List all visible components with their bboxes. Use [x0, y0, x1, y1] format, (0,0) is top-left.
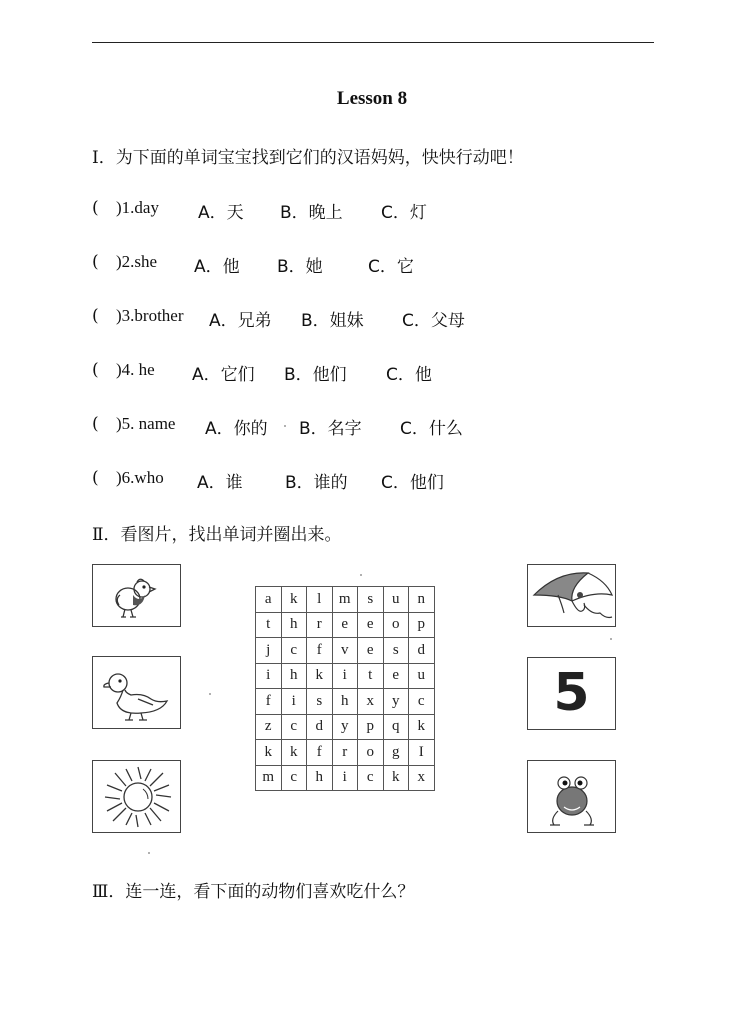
- grid-cell[interactable]: d: [409, 638, 435, 664]
- grid-cell[interactable]: i: [332, 765, 358, 791]
- answer-paren[interactable]: (: [92, 198, 99, 218]
- question-word: )5. name: [116, 414, 176, 433]
- grid-cell[interactable]: q: [383, 714, 409, 740]
- grid-cell[interactable]: r: [332, 740, 358, 766]
- grid-cell[interactable]: y: [383, 689, 409, 715]
- grid-cell[interactable]: e: [332, 612, 358, 638]
- grid-cell[interactable]: r: [307, 612, 333, 638]
- grid-cell[interactable]: e: [383, 663, 409, 689]
- grid-cell[interactable]: I: [409, 740, 435, 766]
- option-a[interactable]: A．兄弟: [209, 311, 272, 331]
- question-row: [92, 414, 612, 438]
- grid-cell[interactable]: v: [332, 638, 358, 664]
- grid-row: [256, 714, 435, 740]
- question-row: [92, 468, 612, 492]
- question-word: )4. he: [116, 360, 155, 379]
- grid-cell[interactable]: k: [409, 714, 435, 740]
- sun-picture: [92, 760, 181, 833]
- option-a[interactable]: A．它们: [192, 365, 255, 385]
- option-c[interactable]: C．父母: [402, 311, 465, 331]
- word-search-grid: [255, 586, 435, 791]
- option-c[interactable]: C．什么: [400, 419, 463, 439]
- grid-cell[interactable]: c: [409, 689, 435, 715]
- grid-cell[interactable]: s: [383, 638, 409, 664]
- grid-row: [256, 587, 435, 613]
- grid-cell[interactable]: y: [332, 714, 358, 740]
- question-word: )3.brother: [116, 306, 184, 325]
- grid-cell[interactable]: h: [307, 765, 333, 791]
- grid-cell[interactable]: t: [358, 663, 384, 689]
- section3-heading: Ⅲ．连一连，看下面的动物们喜欢吃什么？: [92, 882, 415, 902]
- question-word: )2.she: [116, 252, 158, 271]
- answer-paren[interactable]: (: [92, 252, 99, 272]
- grid-cell[interactable]: k: [307, 663, 333, 689]
- option-a[interactable]: A．谁: [197, 473, 243, 493]
- answer-paren[interactable]: (: [92, 306, 99, 326]
- option-a[interactable]: A．你的: [205, 419, 268, 439]
- grid-cell[interactable]: h: [281, 612, 307, 638]
- grid-cell[interactable]: n: [409, 587, 435, 613]
- grid-cell[interactable]: x: [409, 765, 435, 791]
- grid-row: [256, 663, 435, 689]
- grid-row: [256, 740, 435, 766]
- grid-cell[interactable]: i: [281, 689, 307, 715]
- sun-icon: [93, 761, 180, 832]
- option-b[interactable]: B．晚上: [280, 203, 343, 223]
- grid-cell[interactable]: k: [281, 587, 307, 613]
- grid-cell[interactable]: h: [281, 663, 307, 689]
- answer-paren[interactable]: (: [92, 360, 99, 380]
- question-row: [92, 360, 612, 384]
- grid-cell[interactable]: f: [307, 740, 333, 766]
- grid-cell[interactable]: i: [256, 663, 282, 689]
- grid-cell[interactable]: c: [281, 765, 307, 791]
- grid-cell[interactable]: t: [256, 612, 282, 638]
- grid-cell[interactable]: l: [307, 587, 333, 613]
- grid-cell[interactable]: s: [358, 587, 384, 613]
- grid-cell[interactable]: d: [307, 714, 333, 740]
- question-row: [92, 306, 612, 330]
- grid-cell[interactable]: j: [256, 638, 282, 664]
- grid-cell[interactable]: p: [409, 612, 435, 638]
- scan-speck: [610, 638, 612, 640]
- grid-cell[interactable]: s: [307, 689, 333, 715]
- question-word: )6.who: [116, 468, 164, 487]
- scan-speck: [360, 574, 362, 576]
- grid-cell[interactable]: k: [383, 765, 409, 791]
- option-c[interactable]: C．它: [368, 257, 414, 277]
- section2-heading: Ⅱ．看图片，找出单词并圈出来。: [92, 525, 342, 545]
- option-a[interactable]: A．他: [194, 257, 240, 277]
- option-b[interactable]: B．名字: [299, 419, 362, 439]
- scan-speck: [148, 852, 150, 854]
- grid-cell[interactable]: e: [358, 612, 384, 638]
- option-b[interactable]: B．他们: [284, 365, 347, 385]
- grid-cell[interactable]: k: [256, 740, 282, 766]
- scan-speck: [284, 425, 286, 427]
- kite-icon: [528, 565, 615, 626]
- five-picture: [527, 657, 616, 730]
- lesson-title: Lesson 8: [336, 88, 408, 109]
- grid-cell[interactable]: a: [256, 587, 282, 613]
- duck-picture: [92, 656, 181, 729]
- option-b[interactable]: B．她: [277, 257, 323, 277]
- chick-picture: [92, 564, 181, 627]
- kite-picture: [527, 564, 616, 627]
- grid-row: [256, 638, 435, 664]
- grid-cell[interactable]: f: [307, 638, 333, 664]
- grid-cell[interactable]: h: [332, 689, 358, 715]
- option-b[interactable]: B．谁的: [285, 473, 348, 493]
- header-rule: [92, 42, 654, 43]
- scan-speck: [209, 693, 211, 695]
- grid-row: [256, 765, 435, 791]
- option-c[interactable]: C．他们: [381, 473, 444, 493]
- number-five: 5: [553, 663, 590, 723]
- grid-cell[interactable]: c: [281, 638, 307, 664]
- option-c[interactable]: C．他: [386, 365, 432, 385]
- frog-icon: [528, 761, 615, 832]
- chick-icon: [93, 565, 180, 626]
- grid-cell[interactable]: u: [409, 663, 435, 689]
- grid-cell[interactable]: f: [256, 689, 282, 715]
- grid-row: [256, 612, 435, 638]
- grid-cell[interactable]: u: [383, 587, 409, 613]
- grid-cell[interactable]: c: [358, 765, 384, 791]
- grid-cell[interactable]: e: [358, 638, 384, 664]
- duck-icon: [93, 657, 180, 728]
- grid-cell[interactable]: i: [332, 663, 358, 689]
- grid-cell[interactable]: x: [358, 689, 384, 715]
- answer-paren[interactable]: (: [92, 414, 99, 434]
- section1-heading: I．为下面的单词宝宝找到它们的汉语妈妈，快快行动吧！: [92, 148, 524, 168]
- question-row: [92, 198, 612, 222]
- question-word: )1.day: [116, 198, 159, 217]
- question-row: [92, 252, 612, 276]
- grid-cell[interactable]: k: [281, 740, 307, 766]
- option-b[interactable]: B．姐妹: [301, 311, 364, 331]
- grid-cell[interactable]: z: [256, 714, 282, 740]
- grid-cell[interactable]: g: [383, 740, 409, 766]
- option-a[interactable]: A．天: [198, 203, 244, 223]
- grid-cell[interactable]: c: [281, 714, 307, 740]
- grid-cell[interactable]: m: [256, 765, 282, 791]
- grid-cell[interactable]: p: [358, 714, 384, 740]
- frog-picture: [527, 760, 616, 833]
- grid-cell[interactable]: o: [358, 740, 384, 766]
- grid-cell[interactable]: o: [383, 612, 409, 638]
- grid-row: [256, 689, 435, 715]
- grid-cell[interactable]: m: [332, 587, 358, 613]
- answer-paren[interactable]: (: [92, 468, 99, 488]
- option-c[interactable]: C．灯: [381, 203, 427, 223]
